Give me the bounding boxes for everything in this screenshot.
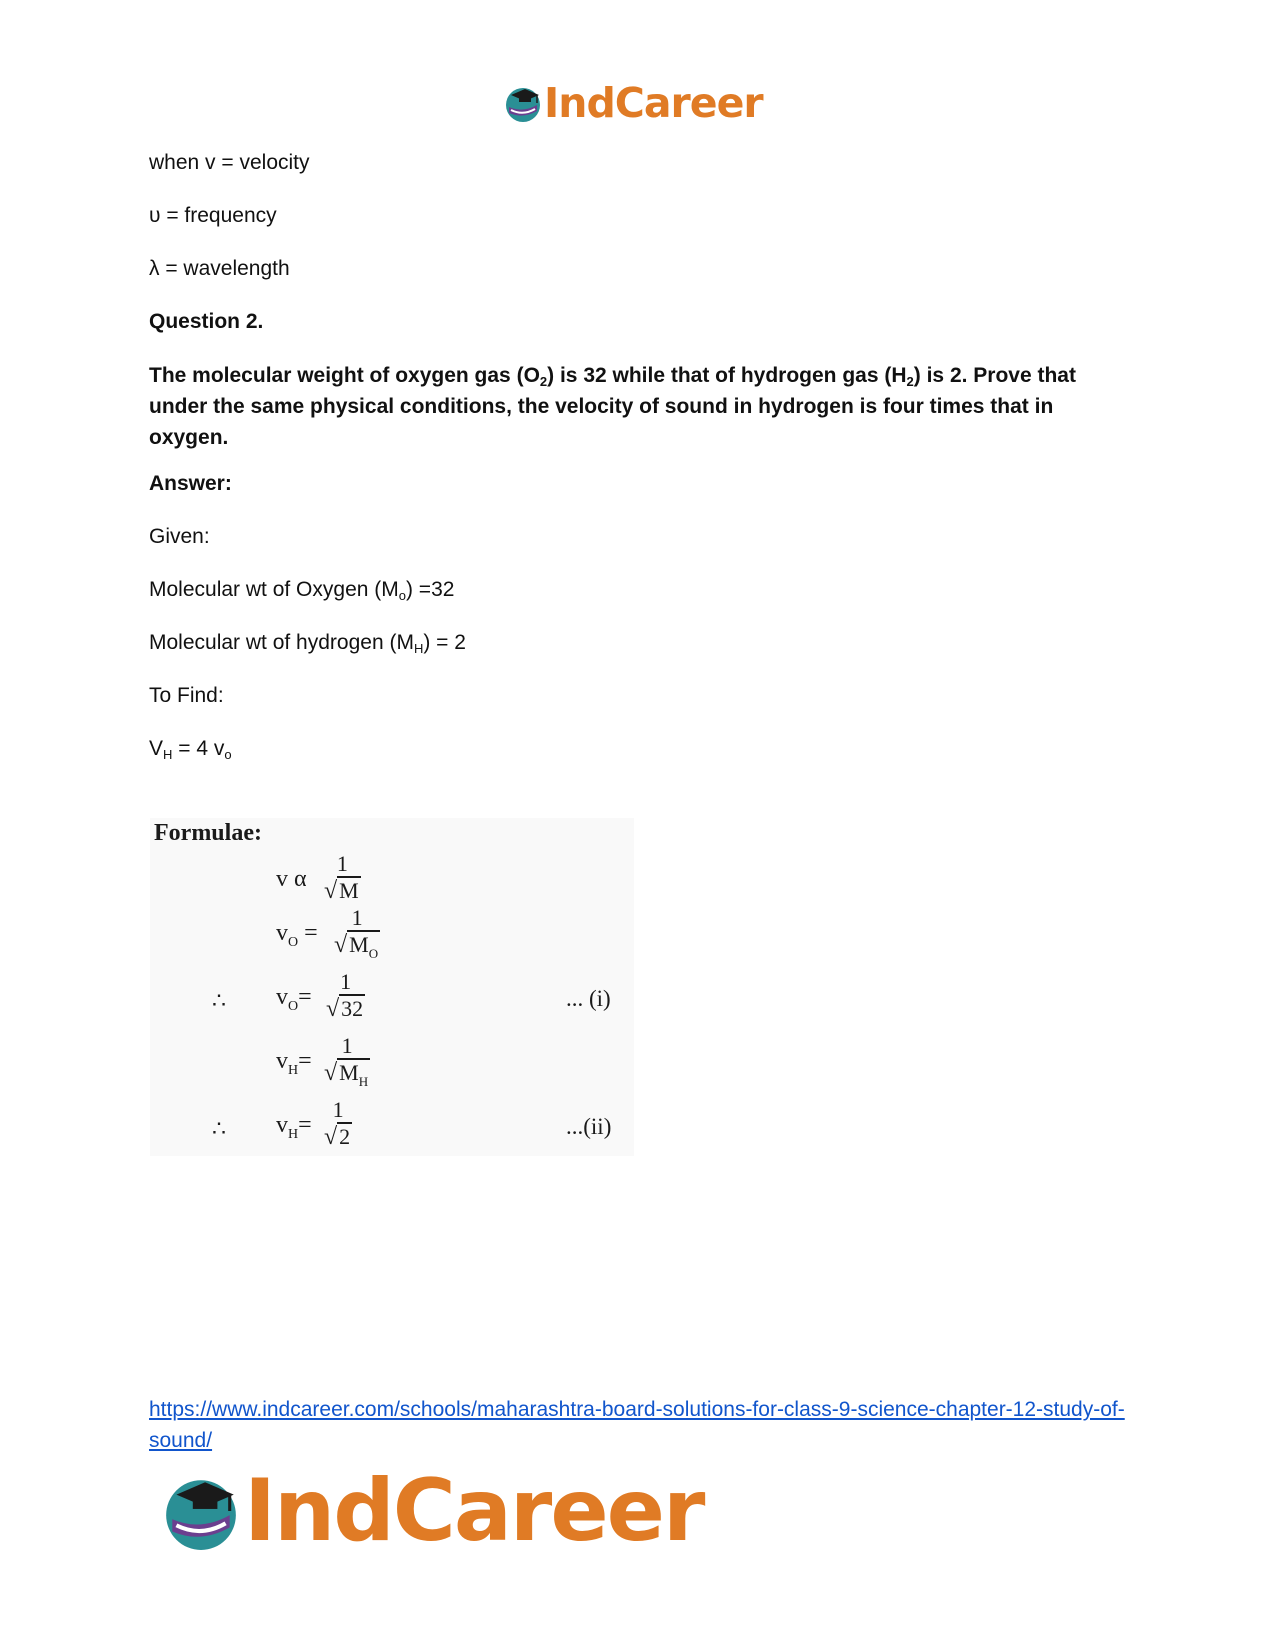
formula-fraction: 1 √32 xyxy=(326,969,364,1022)
answer-label: Answer: xyxy=(149,472,232,495)
formula-row-3 xyxy=(150,970,634,1026)
to-find-expression: $V_H = 4$ $v_o$ xyxy=(149,737,232,762)
header-logo xyxy=(503,80,763,126)
formula-row-1 xyxy=(150,852,634,908)
formula-fraction: 1 √2 xyxy=(324,1097,351,1150)
formula-row-4 xyxy=(150,1034,634,1090)
logo-text: IndCareer xyxy=(244,1461,704,1561)
formula-lhs: $v_O$ = xyxy=(276,920,318,950)
formula-fraction: 1 $√M_O$ xyxy=(334,905,379,961)
question-label: Question 2. xyxy=(149,310,264,333)
therefore-symbol: ∴ xyxy=(212,1116,226,1141)
formulae-image xyxy=(150,818,634,1156)
source-link[interactable]: https://www.indcareer.com/schools/maharashtra-board-solutions-for-class-9-science-chapter-12-study-of-sound/ xyxy=(149,1398,1125,1452)
footer-logo xyxy=(160,1461,704,1561)
formulae-title: Formulae: xyxy=(154,820,262,846)
hydrogen-weight: Molecular wt of hydrogen $(M_H) = 2$ xyxy=(149,631,466,656)
formula-lhs: $v_H=$ xyxy=(276,1048,312,1078)
equation-label-i: ... (i) xyxy=(566,986,611,1011)
logo-text: IndCareer xyxy=(544,78,763,127)
question-text: The molecular weight of oxygen gas $(O_2)$ is 32 while that of hydrogen gas $(H_2)$ is 2. Prove that under the same physical conditions, the velocity of sound in hydrogen is four times that in oxygen. xyxy=(149,364,1076,449)
formula-lhs: $v_H=$ xyxy=(276,1112,312,1142)
frequency-definition: υ = frequency xyxy=(149,204,277,227)
formula-lhs: v α xyxy=(276,866,307,892)
to-find-label: To Find: xyxy=(149,684,224,707)
graduation-globe-icon xyxy=(503,83,543,123)
given-label: Given: xyxy=(149,525,210,548)
formula-fraction: 1 √M xyxy=(324,851,359,904)
wavelength-definition: λ = wavelength xyxy=(149,257,290,280)
therefore-symbol: ∴ xyxy=(212,988,226,1013)
formula-row-2 xyxy=(150,906,634,962)
formula-fraction: 1 $√M_H$ xyxy=(324,1033,369,1089)
equation-label-ii: ...(ii) xyxy=(566,1114,612,1139)
formula-row-5 xyxy=(150,1098,634,1154)
oxygen-weight: Molecular wt of Oxygen $(M_o) =32$ xyxy=(149,578,455,603)
formula-lhs: $v_O=$ xyxy=(276,984,312,1014)
graduation-globe-icon xyxy=(160,1470,242,1552)
velocity-definition: when v = velocity xyxy=(149,151,310,174)
